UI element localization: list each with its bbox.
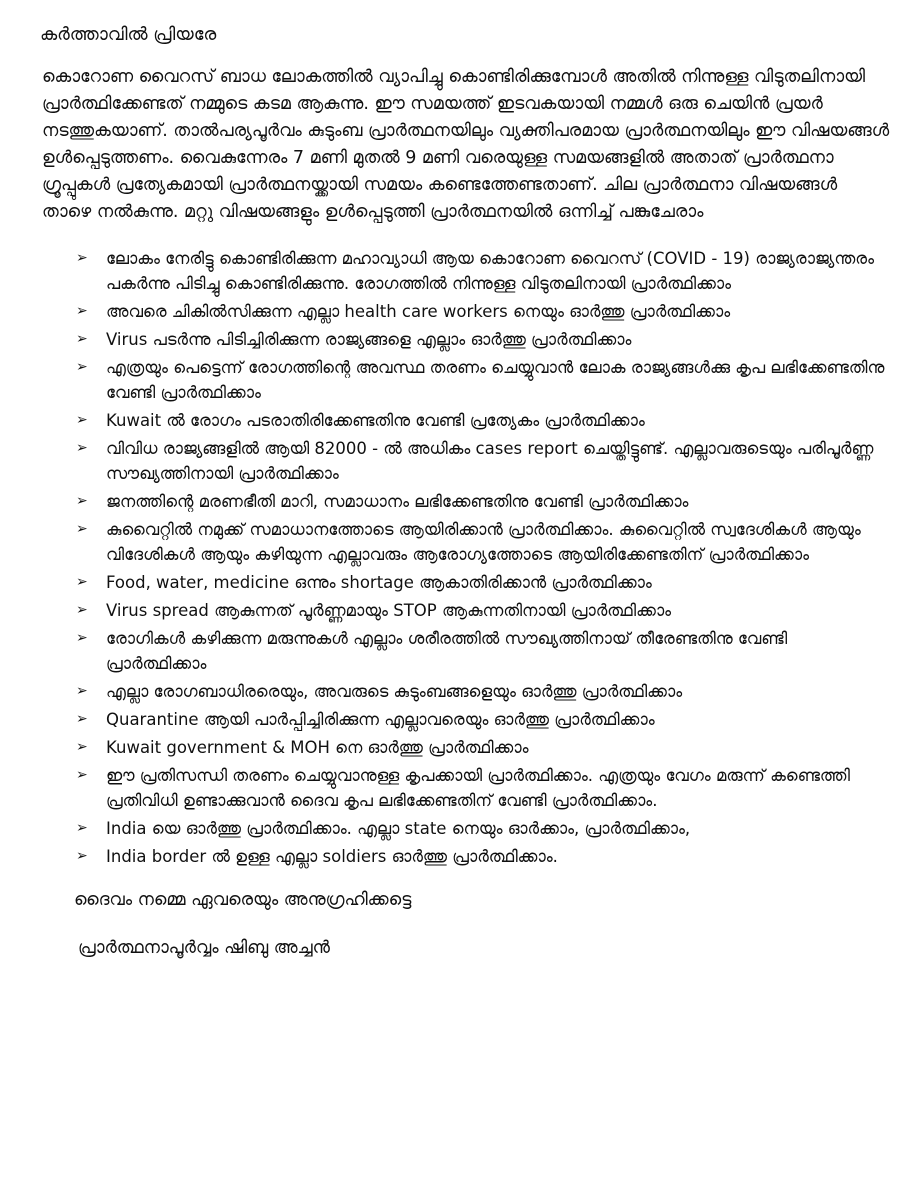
arrow-bullet-icon: ➢ (76, 820, 88, 836)
list-item (76, 436, 890, 486)
arrow-bullet-icon: ➢ (76, 683, 88, 699)
greeting: കർത്താവിൽ പ്രിയരേ (40, 24, 217, 45)
list-item (76, 679, 890, 704)
prayer-letter (40, 22, 890, 961)
list-item-text: ഈ പ്രതിസന്ധി തരണം ചെയ്യുവാനുള്ള കൃപക്കായി പ്രാർത്ഥിക്കാം. എത്രയും വേഗം മരുന്ന് കണ്ടെത്തി പ്രതിവിധി ഉണ്ടാക്കുവാൻ ദൈവ കൃപ ലഭിക്കേണ്ടതിന് വേണ്ടി പ്രാർത്ഥിക്കാം. (106, 766, 850, 810)
list-item-text: India യെ ഓർത്തു പ്രാർത്ഥിക്കാം. എല്ലാ state നെയും ഓർക്കാം, പ്രാർത്ഥിക്കാം, (106, 819, 691, 838)
list-item-text: വിവിധ രാജ്യങ്ങളിൽ ആയി 82000 - ൽ അധികം cases report ചെയ്തിട്ടുണ്ട്. എല്ലാവരുടെയും പരിപൂർണ്ണ സൗഖ്യത്തിനായി പ്രാർത്ഥിക്കാം (106, 439, 874, 483)
list-item (76, 844, 890, 869)
list-item (76, 408, 890, 433)
list-item-text: ലോകം നേരിട്ടു കൊണ്ടിരിക്കുന്ന മഹാവ്യാധി ആയ കൊറോണ വൈറസ് (COVID - 19) രാജ്യരാജ്യന്തരം പകർന്നു പിടിച്ചു കൊണ്ടിരിക്കുന്നു. രോഗത്തിൽ നിന്നുള്ള വിടുതലിനായി പ്രാർത്ഥിക്കാം (106, 249, 874, 293)
arrow-bullet-icon: ➢ (76, 250, 88, 266)
arrow-bullet-icon: ➢ (76, 303, 88, 319)
list-item (76, 517, 890, 567)
list-item-text: Virus പടർന്നു പിടിച്ചിരിക്കുന്ന രാജ്യങ്ങളെ എല്ലാം ഓർത്തു പ്രാർത്ഥിക്കാം (106, 330, 632, 349)
list-item (76, 246, 890, 296)
signature: പ്രാർത്ഥനാപൂർവ്വം ഷിബു അച്ചൻ (78, 938, 330, 958)
arrow-bullet-icon: ➢ (76, 331, 88, 347)
list-item (76, 626, 890, 676)
list-item (76, 707, 890, 732)
list-item (76, 735, 890, 760)
closing-blessing: ദൈവം നമ്മെ ഏവരെയും അനുഗ്രഹിക്കട്ടെ (74, 890, 412, 910)
list-item-text: ജനത്തിന്റെ മരണഭീതി മാറി, സമാധാനം ലഭിക്കേണ്ടതിനു വേണ്ടി പ്രാർത്ഥിക്കാം (106, 492, 689, 511)
intro-paragraph: കൊറോണ വൈറസ് ബാധ ലോകത്തിൽ വ്യാപിച്ചു കൊണ്ടിരിക്കുമ്പോൾ അതിൽ നിന്നുള്ള വിടുതലിനായി പ്രാർത്ഥിക്കേണ്ടത് നമ്മുടെ കടമ ആകുന്നു. ഈ സമയത്ത് ഇടവകയായി നമ്മൾ ഒരു ചെയിൻ പ്രയർ നടത്തുകയാണ്. താൽപര്യപൂർവം കുടുംബ പ്രാർത്ഥനയിലും വ്യക്തിപരമായ പ്രാർത്ഥനയിലും ഈ വിഷയങ്ങൾ ഉൾപ്പെടുത്തണം. വൈകുന്നേരം 7 മണി മുതൽ 9 മണി വരെയുള്ള സമയങ്ങളിൽ അതാത് പ്രാർത്ഥനാ ഗ്രൂപ്പുകൾ പ്രത്യേകമായി പ്രാർത്ഥനയ്ക്കായി സമയം കണ്ടെത്തേണ്ടതാണ്. ചില പ്രാർത്ഥനാ വിഷയങ്ങൾ താഴെ നൽകുന്നു. മറ്റു വിഷയങ്ങളും ഉൾപ്പെടുത്തി പ്രാർത്ഥനയിൽ ഒന്നിച്ച് പങ്കുചേരാം (42, 67, 890, 222)
list-item-text: രോഗികൾ കഴിക്കുന്ന മരുന്നുകൾ എല്ലാം ശരീരത്തിൽ സൗഖ്യത്തിനായ് തീരേണ്ടതിനു വേണ്ടി പ്രാർത്ഥിക്കാം (106, 629, 788, 673)
list-item (76, 598, 890, 623)
list-item-text: എത്രയും പെട്ടെന്ന് രോഗത്തിന്റെ അവസ്ഥ തരണം ചെയ്യുവാൻ ലോക രാജ്യങ്ങൾക്കു കൃപ ലഭിക്കേണ്ടതിനു വേണ്ടി പ്രാർത്ഥിക്കാം (106, 358, 885, 402)
list-item (76, 816, 890, 841)
prayer-topics-list (40, 246, 890, 869)
list-item (76, 299, 890, 324)
arrow-bullet-icon: ➢ (76, 630, 88, 646)
list-item-text: അവരെ ചികിൽസിക്കുന്ന എല്ലാ health care workers നെയും ഓർത്തു പ്രാർത്ഥിക്കാം (106, 302, 731, 321)
arrow-bullet-icon: ➢ (76, 602, 88, 618)
list-item-text: India border ൽ ഉള്ള എല്ലാ soldiers ഓർത്തു പ്രാർത്ഥിക്കാം. (106, 847, 558, 866)
list-item (76, 570, 890, 595)
arrow-bullet-icon: ➢ (76, 521, 88, 537)
list-item (76, 763, 890, 813)
arrow-bullet-icon: ➢ (76, 848, 88, 864)
arrow-bullet-icon: ➢ (76, 440, 88, 456)
list-item-text: Kuwait government & MOH നെ ഓർത്തു പ്രാർത്ഥിക്കാം (106, 738, 529, 757)
arrow-bullet-icon: ➢ (76, 739, 88, 755)
list-item (76, 355, 890, 405)
arrow-bullet-icon: ➢ (76, 574, 88, 590)
list-item (76, 327, 890, 352)
list-item-text: Virus spread ആകുന്നത് പൂർണ്ണമായും STOP ആകുന്നതിനായി പ്രാർത്ഥിക്കാം (106, 601, 672, 620)
arrow-bullet-icon: ➢ (76, 412, 88, 428)
list-item-text: Food, water, medicine ഒന്നും shortage ആകാതിരിക്കാൻ പ്രാർത്ഥിക്കാം (106, 573, 652, 592)
arrow-bullet-icon: ➢ (76, 711, 88, 727)
arrow-bullet-icon: ➢ (76, 359, 88, 375)
list-item-text: Kuwait ൽ രോഗം പടരാതിരിക്കേണ്ടതിനു വേണ്ടി പ്രത്യേകം പ്രാർത്ഥിക്കാം (106, 411, 645, 430)
arrow-bullet-icon: ➢ (76, 767, 88, 783)
list-item (76, 489, 890, 514)
list-item-text: എല്ലാ രോഗബാധിരരെയും, അവരുടെ കുടുംബങ്ങളെയും ഓർത്തു പ്രാർത്ഥിക്കാം (106, 682, 683, 701)
list-item-text: കുവൈറ്റിൽ നമുക്ക് സമാധാനത്തോടെ ആയിരിക്കാൻ പ്രാർത്ഥിക്കാം. കുവൈറ്റിൽ സ്വദേശികൾ ആയും വിദേശികൾ ആയും കഴിയുന്ന എല്ലാവരും ആരോഗ്യത്തോടെ ആയിരിക്കേണ്ടതിന് പ്രാർത്ഥിക്കാം (106, 520, 861, 564)
list-item-text: Quarantine ആയി പാർപ്പിച്ചിരിക്കുന്ന എല്ലാവരെയും ഓർത്തു പ്രാർത്ഥിക്കാം (106, 710, 655, 729)
arrow-bullet-icon: ➢ (76, 493, 88, 509)
